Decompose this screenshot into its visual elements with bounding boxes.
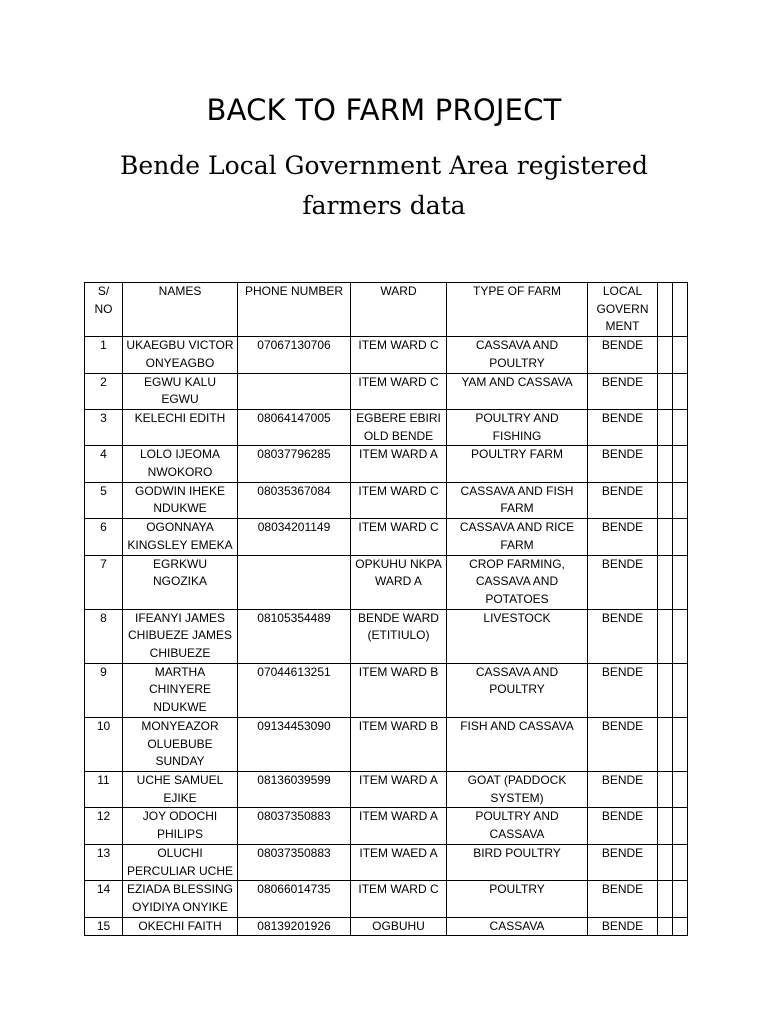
cell-local-government: BENDE (588, 717, 658, 771)
cell-name: EGWU KALU EGWU (123, 373, 238, 409)
table-row (85, 717, 688, 771)
empty-column-cell (658, 663, 673, 717)
table-row (85, 881, 688, 917)
cell-phone-number: 08066014735 (238, 881, 351, 917)
empty-column-cell (658, 917, 673, 936)
cell-local-government: BENDE (588, 409, 658, 445)
cell-serial-number: 6 (85, 519, 123, 555)
table-row (85, 409, 688, 445)
cell-farm-type: LIVESTOCK (447, 609, 588, 663)
empty-column-cell (658, 519, 673, 555)
empty-column-cell (673, 337, 688, 373)
cell-farm-type: FISH AND CASSAVA (447, 717, 588, 771)
empty-column-cell (658, 881, 673, 917)
cell-name: EGRKWU NGOZIKA (123, 555, 238, 609)
table-header-row (85, 283, 688, 337)
cell-local-government: BENDE (588, 663, 658, 717)
header-serial-number: S/ NO (85, 283, 123, 337)
table-row (85, 373, 688, 409)
empty-column-cell (673, 717, 688, 771)
cell-local-government: BENDE (588, 337, 658, 373)
cell-ward: ITEM WARD C (351, 482, 447, 518)
cell-name: GODWIN IHEKE NDUKWE (123, 482, 238, 518)
cell-ward: OPKUHU NKPA WARD A (351, 555, 447, 609)
cell-ward: ITEM WARD A (351, 771, 447, 807)
cell-name: UCHE SAMUEL EJIKE (123, 771, 238, 807)
cell-serial-number: 9 (85, 663, 123, 717)
page-subtitle: Bende Local Government Area registered farmers data (120, 151, 648, 220)
empty-column-cell (673, 609, 688, 663)
table-row (85, 555, 688, 609)
cell-local-government: BENDE (588, 917, 658, 936)
cell-farm-type: POULTRY AND CASSAVA (447, 808, 588, 844)
table-row (85, 446, 688, 482)
header-ward: WARD (351, 283, 447, 337)
cell-local-government: BENDE (588, 373, 658, 409)
cell-local-government: BENDE (588, 555, 658, 609)
cell-serial-number: 14 (85, 881, 123, 917)
cell-name: OGONNAYA KINGSLEY EMEKA (123, 519, 238, 555)
header-local-government: LOCAL GOVERN MENT (588, 283, 658, 337)
empty-column-cell (658, 446, 673, 482)
cell-farm-type: CASSAVA AND POULTRY (447, 337, 588, 373)
cell-serial-number: 1 (85, 337, 123, 373)
cell-name: OLUCHI PERCULIAR UCHE (123, 844, 238, 880)
cell-ward: ITEM WARD C (351, 373, 447, 409)
cell-phone-number: 07067130706 (238, 337, 351, 373)
cell-serial-number: 11 (85, 771, 123, 807)
empty-column-cell (673, 663, 688, 717)
cell-ward: ITEM WARD C (351, 519, 447, 555)
cell-local-government: BENDE (588, 446, 658, 482)
cell-phone-number: 08034201149 (238, 519, 351, 555)
empty-column-cell (673, 808, 688, 844)
cell-phone-number: 08136039599 (238, 771, 351, 807)
cell-name: UKAEGBU VICTOR ONYEAGBO (123, 337, 238, 373)
cell-local-government: BENDE (588, 519, 658, 555)
cell-local-government: BENDE (588, 881, 658, 917)
empty-column-cell (658, 844, 673, 880)
header-name: NAMES (123, 283, 238, 337)
table-row (85, 519, 688, 555)
empty-column-cell (673, 482, 688, 518)
empty-column-cell (673, 771, 688, 807)
cell-serial-number: 4 (85, 446, 123, 482)
empty-column-cell (673, 844, 688, 880)
cell-local-government: BENDE (588, 844, 658, 880)
cell-local-government: BENDE (588, 482, 658, 518)
table-row (85, 482, 688, 518)
empty-column-cell (658, 373, 673, 409)
farmers-table (84, 282, 688, 936)
empty-column-cell (673, 409, 688, 445)
empty-column-cell (658, 808, 673, 844)
cell-phone-number: 08037350883 (238, 844, 351, 880)
empty-column-cell (658, 609, 673, 663)
cell-name: EZIADA BLESSING OYIDIYA ONYIKE (123, 881, 238, 917)
table-row (85, 917, 688, 936)
table-row (85, 609, 688, 663)
empty-column-cell (658, 717, 673, 771)
cell-farm-type: POULTRY FARM (447, 446, 588, 482)
cell-local-government: BENDE (588, 771, 658, 807)
cell-serial-number: 12 (85, 808, 123, 844)
table-row (85, 808, 688, 844)
cell-phone-number: 08037350883 (238, 808, 351, 844)
cell-name: MARTHA CHINYERE NDUKWE (123, 663, 238, 717)
cell-local-government: BENDE (588, 808, 658, 844)
cell-name: LOLO IJEOMA NWOKORO (123, 446, 238, 482)
cell-ward: EGBERE EBIRI OLD BENDE (351, 409, 447, 445)
header-farm-type: TYPE OF FARM (447, 283, 588, 337)
cell-farm-type: CASSAVA AND RICE FARM (447, 519, 588, 555)
cell-phone-number: 07044613251 (238, 663, 351, 717)
cell-name: MONYEAZOR OLUEBUBE SUNDAY (123, 717, 238, 771)
empty-column-cell (673, 283, 688, 337)
cell-phone-number: 08139201926 (238, 917, 351, 936)
cell-name: OKECHI FAITH (123, 917, 238, 936)
empty-column-cell (673, 373, 688, 409)
page-title: BACK TO FARM PROJECT (206, 93, 562, 127)
cell-farm-type: YAM AND CASSAVA (447, 373, 588, 409)
cell-farm-type: CROP FARMING, CASSAVA AND POTATOES (447, 555, 588, 609)
empty-column-cell (673, 555, 688, 609)
cell-farm-type: BIRD POULTRY (447, 844, 588, 880)
empty-column-cell (658, 337, 673, 373)
cell-serial-number: 15 (85, 917, 123, 936)
empty-column-cell (658, 555, 673, 609)
table-row (85, 771, 688, 807)
table-row (85, 844, 688, 880)
cell-ward: OGBUHU (351, 917, 447, 936)
table-body (85, 283, 688, 936)
cell-phone-number (238, 373, 351, 409)
empty-column-cell (658, 482, 673, 518)
empty-column-cell (658, 771, 673, 807)
cell-phone-number: 08037796285 (238, 446, 351, 482)
cell-serial-number: 2 (85, 373, 123, 409)
cell-ward: ITEM WARD A (351, 446, 447, 482)
cell-serial-number: 13 (85, 844, 123, 880)
cell-serial-number: 8 (85, 609, 123, 663)
empty-column-cell (673, 917, 688, 936)
header-phone-number: PHONE NUMBER (238, 283, 351, 337)
cell-farm-type: CASSAVA AND FISH FARM (447, 482, 588, 518)
cell-ward: ITEM WARD C (351, 337, 447, 373)
cell-ward: BENDE WARD (ETITIULO) (351, 609, 447, 663)
cell-farm-type: POULTRY AND FISHING (447, 409, 588, 445)
cell-phone-number: 08035367084 (238, 482, 351, 518)
empty-column-cell (658, 283, 673, 337)
cell-ward: ITEM WARD B (351, 717, 447, 771)
cell-name: KELECHI EDITH (123, 409, 238, 445)
cell-farm-type: CASSAVA (447, 917, 588, 936)
cell-phone-number: 09134453090 (238, 717, 351, 771)
cell-ward: ITEM WARD A (351, 808, 447, 844)
cell-phone-number (238, 555, 351, 609)
empty-column-cell (673, 519, 688, 555)
cell-farm-type: POULTRY (447, 881, 588, 917)
cell-local-government: BENDE (588, 609, 658, 663)
cell-name: JOY ODOCHI PHILIPS (123, 808, 238, 844)
empty-column-cell (658, 409, 673, 445)
cell-ward: ITEM WARD C (351, 881, 447, 917)
empty-column-cell (673, 881, 688, 917)
cell-ward: ITEM WAED A (351, 844, 447, 880)
cell-serial-number: 5 (85, 482, 123, 518)
cell-serial-number: 7 (85, 555, 123, 609)
empty-column-cell (673, 446, 688, 482)
cell-farm-type: GOAT (PADDOCK SYSTEM) (447, 771, 588, 807)
cell-serial-number: 10 (85, 717, 123, 771)
cell-serial-number: 3 (85, 409, 123, 445)
table-row (85, 337, 688, 373)
cell-farm-type: CASSAVA AND POULTRY (447, 663, 588, 717)
cell-name: IFEANYI JAMES CHIBUEZE JAMES CHIBUEZE (123, 609, 238, 663)
cell-phone-number: 08064147005 (238, 409, 351, 445)
table-row (85, 663, 688, 717)
cell-ward: ITEM WARD B (351, 663, 447, 717)
cell-phone-number: 08105354489 (238, 609, 351, 663)
